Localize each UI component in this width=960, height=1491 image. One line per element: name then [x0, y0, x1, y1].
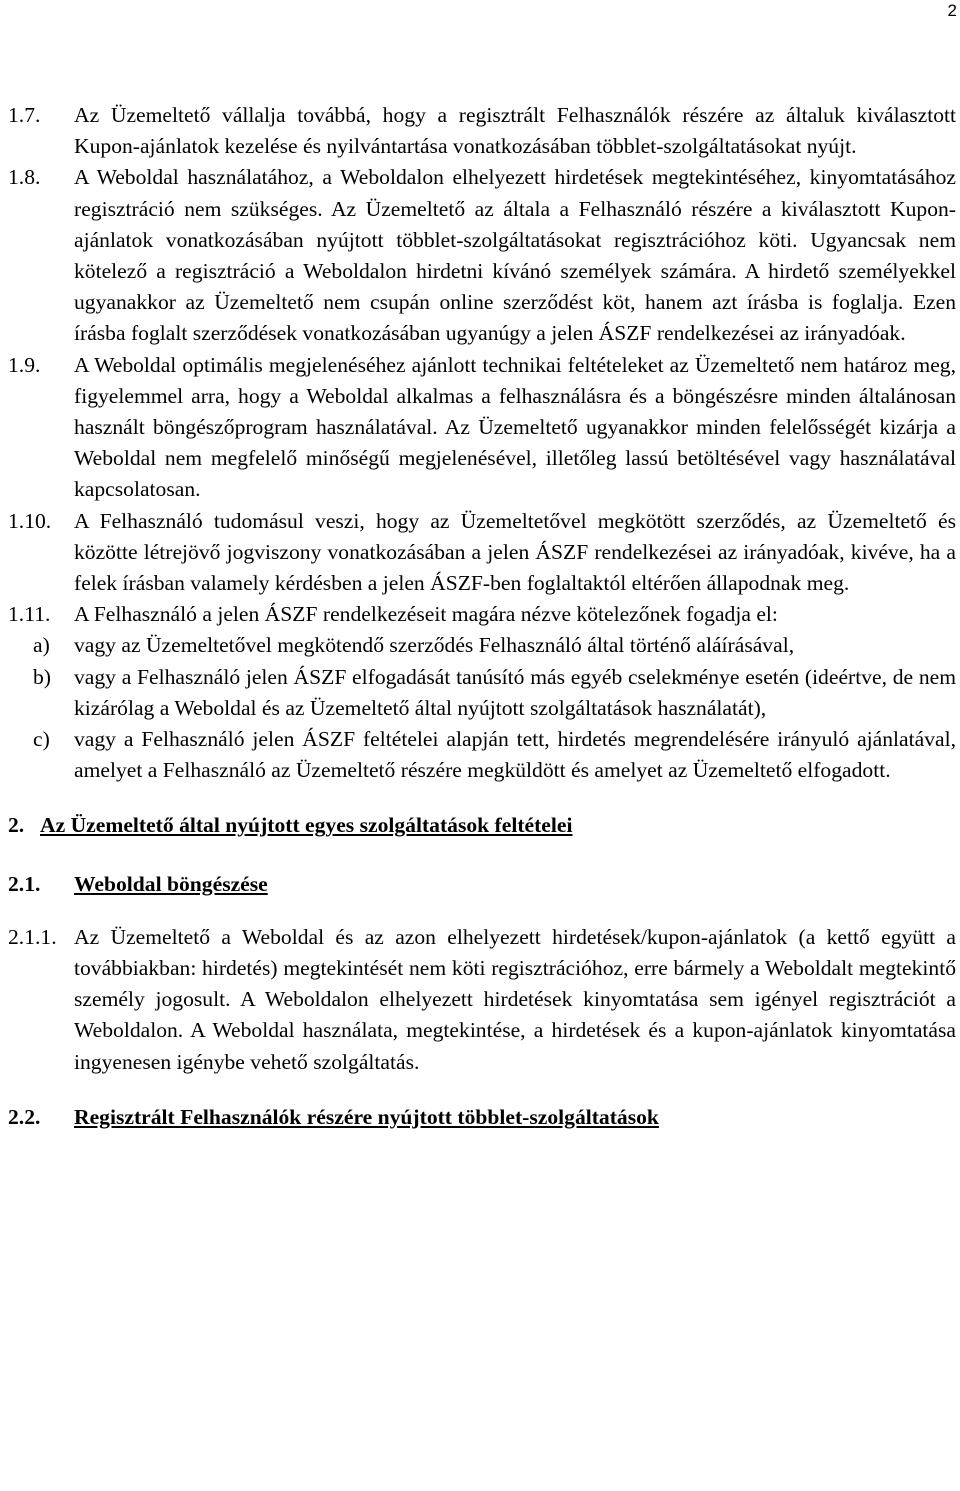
subclause-text: vagy a Felhasználó jelen ÁSZF elfogadását tanúsító más egyéb cselekménye esetén (ideértve, de nem kizárólag a Weboldal és az Üzemeltető által nyújtott szolgáltatások használatát),: [74, 664, 956, 720]
clause-number: 1.10.: [8, 508, 52, 533]
clause-text: Az Üzemeltető a Weboldal és az azon elhelyezett hirdetések/kupon-ajánlatok (a kettő együtt a továbbiakban: hirdetés) megtekintését nem köti regisztrációhoz, erre bármely a Weboldalt megtekintő személy jogosult. A Weboldalon elhelyezett hirdetések kinyomtatása sem igényel regisztrációt a Weboldalon. A Weboldal használata, megtekintése, a hirdetések és a kupon-ajánlatok kinyomtatása ingyenesen igénybe vehető szolgáltatás.: [74, 924, 956, 1074]
clause-1-9: [8, 350, 956, 506]
subclause-b: [8, 662, 956, 724]
section-title: Az Üzemeltető által nyújtott egyes szolgáltatások feltételei: [40, 813, 573, 838]
clause-1-7: [8, 100, 956, 162]
clause-number: 1.11.: [8, 602, 51, 627]
section-2-heading: [8, 810, 956, 841]
section-title: Regisztrált Felhasználók részére nyújtott többlet-szolgáltatások: [74, 1104, 659, 1129]
page-number: 2: [947, 1, 957, 20]
clause-number: 2.1.1.: [8, 924, 57, 949]
clause-1-10: [8, 506, 956, 600]
subclause-label: c): [33, 727, 50, 752]
subclause-label: b): [33, 664, 51, 689]
clause-number: 1.7.: [8, 103, 41, 127]
clause-1-11: [8, 599, 956, 630]
clause-1-8: [8, 162, 956, 349]
section-number: 2.2.: [8, 1104, 41, 1129]
section-2-1-heading: [8, 869, 956, 900]
document-body: [8, 100, 956, 1133]
clause-text: A Weboldal használatához, a Weboldalon elhelyezett hirdetések megtekintéséhez, kinyomtatásához regisztráció nem szükséges. Az Üzemeltető az általa a Felhasználó részére a kiválasztott Kupon-ajánlatok vonatkozásában nyújtott többlet-szolgáltatásokat regisztrációhoz köti. Ugyancsak nem kötelező a regisztráció a Weboldalon hirdetni kívánó személyek számára. A hirdető személyekkel ugyanakkor az Üzemeltető nem csupán online szerződést köt, hanem azt írásba is foglalja. Ezen írásba foglalt szerződések vonatkozásában ugyanúgy a jelen ÁSZF rendelkezései az irányadóak.: [74, 165, 956, 346]
subclause-c: [8, 724, 956, 786]
section-number: 2.: [8, 813, 25, 838]
clause-2-1-1: [8, 922, 956, 1078]
clause-number: 1.9.: [8, 352, 41, 377]
clause-text: A Felhasználó tudomásul veszi, hogy az Üzemeltetővel megkötött szerződés, az Üzemeltető és közötte létrejövő jogviszony vonatkozásában a jelen ÁSZF rendelkezései az irányadóak, kivéve, ha a felek írásban valamely kérdésben a jelen ÁSZF-ben foglaltaktól eltérően állapodnak meg.: [74, 508, 956, 596]
subclause-text: vagy a Felhasználó jelen ÁSZF feltételei alapján tett, hirdetés megrendelésére irányuló ajánlatával, amelyet a Felhasználó az Üzemeltető részére megküldött és amelyet az Üzemeltető elfogadott.: [74, 727, 956, 783]
clause-text: A Felhasználó a jelen ÁSZF rendelkezéseit magára nézve kötelezőnek fogadja el:: [74, 602, 778, 627]
subclause-label: a): [33, 633, 50, 658]
section-title: Weboldal böngészése: [74, 871, 268, 896]
subclause-text: vagy az Üzemeltetővel megkötendő szerződés Felhasználó által történő aláírásával,: [74, 633, 795, 658]
section-number: 2.1.: [8, 871, 41, 896]
clause-text: Az Üzemeltető vállalja továbbá, hogy a regisztrált Felhasználók részére az általuk kiválasztott Kupon-ajánlatok kezelése és nyilvántartása vonatkozásában többlet-szolgáltatásokat nyújt.: [74, 103, 956, 159]
section-2-2-heading: [8, 1102, 956, 1133]
subclause-a: [8, 630, 956, 661]
clause-number: 1.8.: [8, 165, 41, 190]
clause-text: A Weboldal optimális megjelenéséhez ajánlott technikai feltételeket az Üzemeltető nem határoz meg, figyelemmel arra, hogy a Weboldal alkalmas a felhasználásra és a böngészésre minden általánosan használt böngészőprogram használatával. Az Üzemeltető ugyanakkor minden felelősségét kizárja a Weboldal nem megfelelő minőségű megjelenésével, illetőleg lassú betöltésével vagy használatával kapcsolatosan.: [74, 352, 956, 502]
